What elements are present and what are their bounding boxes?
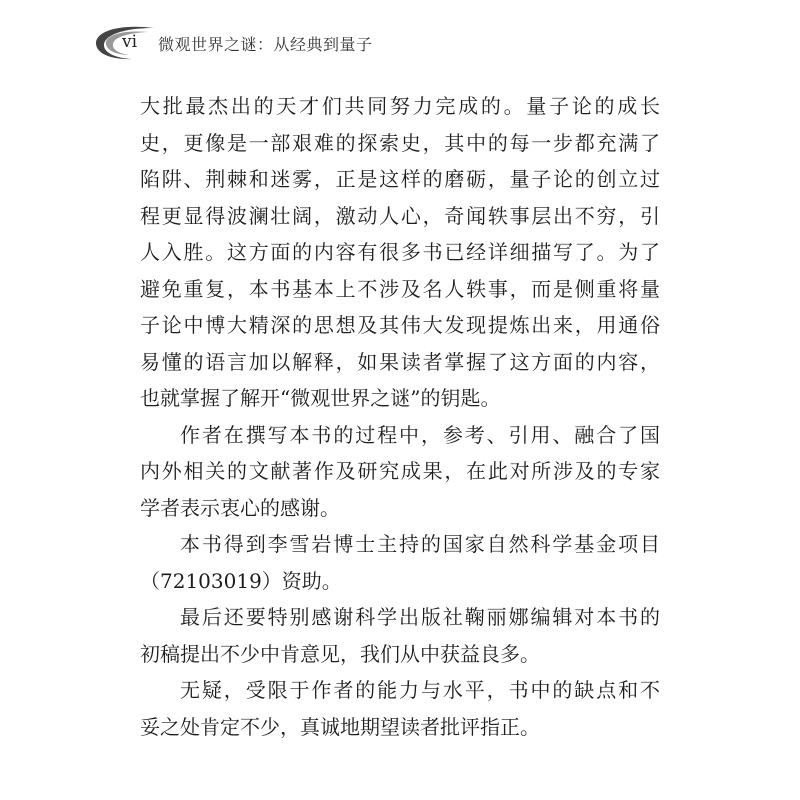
body-text — [140, 88, 660, 745]
text-line: （72103019）资助。 — [140, 568, 342, 593]
paragraph — [140, 526, 660, 599]
text-line: 本书得到李雪岩博士主持的国家自然科学基金项目 — [180, 532, 660, 556]
text-line: 陷阱、荆棘和迷雾，正是这样的磨砺，量子论的创立过 — [140, 167, 660, 191]
text-line: 子论中博大精深的思想及其伟大发现提炼出来，用通俗 — [140, 313, 660, 337]
text-line: 最后还要特别感谢科学出版社鞠丽娜编辑对本书的 — [180, 605, 660, 629]
text-line: 避免重复，本书基本上不涉及名人轶事，而是侧重将量 — [140, 276, 660, 301]
text-line: 大批最杰出的天才们共同努力完成的。量子论的成长 — [140, 94, 660, 118]
paragraph — [140, 672, 660, 745]
text-line: 人入胜。这方面的内容有很多书已经详细描写了。为了 — [140, 240, 660, 264]
text-line: 易懂的语言加以解释，如果读者掌握了这方面的内容， — [140, 349, 660, 374]
text-line: 史，更像是一部艰难的探索史，其中的每一步都充满了 — [140, 130, 660, 155]
paragraph — [140, 599, 660, 672]
text-line: 内外相关的文献著作及研究成果，在此对所涉及的专家 — [140, 459, 660, 483]
text-line: 初稿提出不少中肯意见，我们从中获益良多。 — [140, 641, 540, 666]
page-header — [92, 22, 612, 62]
text-line: 作者在撰写本书的过程中，参考、引用、融合了国 — [180, 422, 660, 447]
text-line: 学者表示衷心的感谢。 — [140, 495, 340, 520]
text-line: 妥之处肯定不少，真诚地期望读者批评指正。 — [140, 714, 540, 739]
paragraph — [140, 417, 660, 527]
text-line: 程更显得波澜壮阔，激动人心，奇闻轶事层出不穷，引 — [140, 203, 660, 228]
running-title: 微观世界之谜：从经典到量子 — [158, 35, 373, 54]
page-number: vi — [122, 32, 138, 52]
paragraph — [140, 88, 660, 417]
text-line: 无疑，受限于作者的能力与水平，书中的缺点和不 — [180, 678, 660, 702]
text-line: 也就掌握了解开“微观世界之谜”的钥匙。 — [140, 386, 501, 410]
